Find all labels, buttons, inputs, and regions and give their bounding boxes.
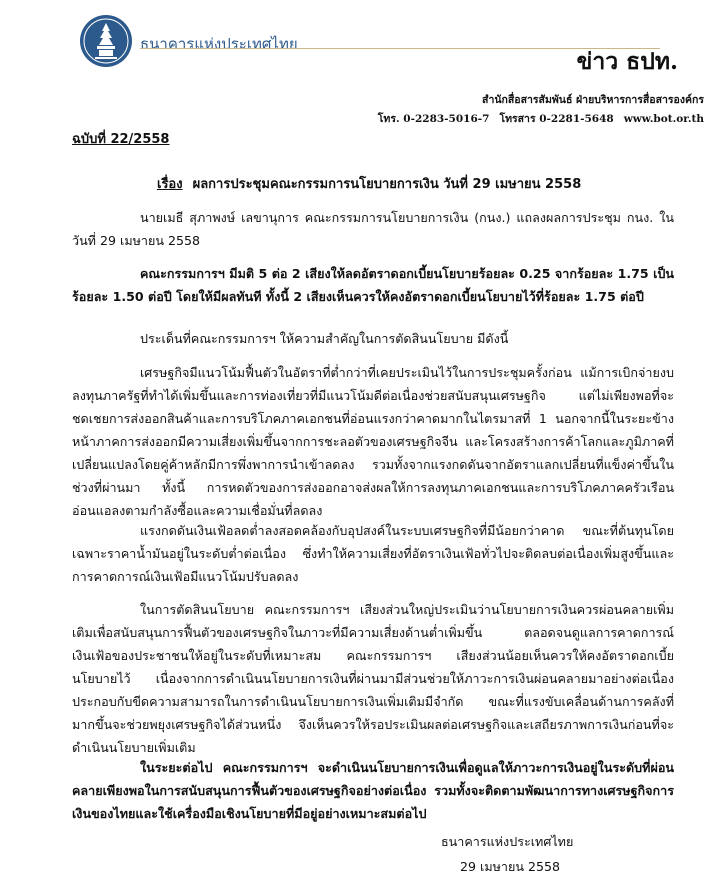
subject-label: เรื่อง bbox=[157, 177, 183, 192]
website-link[interactable]: www.bot.or.th bbox=[623, 113, 704, 125]
issue-number: ฉบับที่ 22/2558 bbox=[72, 132, 170, 147]
paragraph-policy: ในการตัดสินนโยบาย คณะกรรมการฯ เสียงส่วนใหญ่ประเมินว่านโยบายการเงินควรผ่อนคลายเพิ่มเติมเพื่อสนับสนุนการฟื้นตัวของเศรษฐกิจในภาวะที่มีความเสี่ยงด้านต่ำเพิ่มขึ้น ตลอดจนดูแลการคาดการณ์เงินเฟ้อของประชาชนให้อยู่ในระดับที่เหมาะสม คณะกรรมการฯ เสียงส่วนน้อยเห็นควรให้คงอัตราดอกเบี้ยนโยบายไว้ เนื่องจากการดำเนินนโยบายการเงินที่ผ่านมามีส่วนช่วยให้ภาวะการเงินผ่อนคลายมาอย่างต่อเนื่อง ประกอบกับขีดความสามารถในการดำเนินนโยบายการเงินเพิ่มเติมมีจำกัด ขณะที่แรงขับเคลื่อนด้านการคลังที่มากขึ้นจะช่วยพยุงเศรษฐกิจได้ส่วนหนึ่ง จึงเห็นควรให้รอประเมินผลต่อเศรษฐกิจและเสถียรภาพการเงินก่อนที่จะดำเนินนโยบายเพิ่มเติม bbox=[72, 602, 674, 755]
contact-line bbox=[378, 110, 704, 127]
paragraph-decision: คณะกรรมการฯ มีมติ 5 ต่อ 2 เสียงให้ลดอัตราดอกเบี้ยนโยบายร้อยละ 0.25 จากร้อยละ 1.75 เป็นร้อยละ 1.50 ต่อปี โดยให้มีผลทันที ทั้งนี้ 2 เสียงเห็นควรให้คงอัตราดอกเบี้ยนโยบายไว้ที่ร้อยละ 1.75 ต่อปี bbox=[72, 266, 674, 304]
press-label: ข่าว ธปท. bbox=[576, 48, 678, 75]
org-name: ธนาคารแห่งประเทศไทย bbox=[140, 35, 298, 53]
office-name: สำนักสื่อสารสัมพันธ์ ฝ่ายบริหารการสื่อสารองค์กร bbox=[482, 94, 704, 106]
paragraph-intro: นายเมธี สุภาพงษ์ เลขานุการ คณะกรรมการนโยบายการเงิน (กนง.) แถลงผลการประชุม กนง. ในวันที่ 29 เมษายน 2558 bbox=[72, 210, 674, 248]
paragraph-economy: เศรษฐกิจมีแนวโน้มฟื้นตัวในอัตราที่ต่ำกว่าที่เคยประเมินไว้ในการประชุมครั้งก่อน แม้การเบิกจ่ายงบลงทุนภาครัฐที่ทำได้เพิ่มขึ้นและการท่องเที่ยวที่มีแนวโน้มดีต่อเนื่องช่วยสนับสนุนเศรษฐกิจ แต่ไม่เพียงพอที่จะชดเชยการส่งออกสินค้าและการบริโภคภาคเอกชนที่อ่อนแรงกว่าคาดมากในไตรมาสที่ 1 นอกจากนี้ในระยะข้างหน้าภาคการส่งออกมีความเสี่ยงเพิ่มขึ้นจากการชะลอตัวของเศรษฐกิจจีน และโครงสร้างการค้าโลกและภูมิภาคที่เปลี่ยนแปลงโดยคู่ค้าหลักมีการพึ่งพาการนำเข้าลดลง รวมทั้งจากแรงกดดันจากอัตราแลกเปลี่ยนที่แข็งค่าขึ้นในช่วงที่ผ่านมา ทั้งนี้ การหดตัวของการส่งออกอาจส่งผลให้การลงทุนภาคเอกชนและการบริโภคภาคครัวเรือนอ่อนแอลงตามกำลังซื้อและความเชื่อมั่นที่ลดลง bbox=[72, 365, 674, 518]
bot-emblem-logo bbox=[79, 14, 133, 68]
paragraph-outlook: ในระยะต่อไป คณะกรรมการฯ จะดำเนินนโยบายการเงินเพื่อดูแลให้ภาวะการเงินอยู่ในระดับที่ผ่อนคลายเพียงพอในการสนับสนุนการฟื้นตัวของเศรษฐกิจอย่างต่อเนื่อง รวมทั้งจะติดตามพัฒนาการทางเศรษฐกิจการเงินของไทยและใช้เครื่องมือเชิงนโยบายที่มีอยู่อย่างเหมาะสมต่อไป bbox=[72, 760, 674, 821]
tel-number: โทร. 0-2283-5016-7 bbox=[377, 113, 490, 125]
letterhead bbox=[0, 0, 712, 140]
subject-line bbox=[157, 173, 581, 194]
signature-org: ธนาคารแห่งประเทศไทย bbox=[441, 834, 574, 849]
paragraph-inflation: แรงกดดันเงินเฟ้อลดต่ำลงสอดคล้องกับอุปสงค์ในระบบเศรษฐกิจที่มีน้อยกว่าคาด ขณะที่ต้นทุนโดยเฉพาะราคาน้ำมันอยู่ในระดับต่ำต่อเนื่อง ซึ่งทำให้ความเสี่ยงที่อัตราเงินเฟ้อทั่วไปจะติดลบต่อเนื่องเพิ่มสูงขึ้นและการคาดการณ์เงินเฟ้อมีแนวโน้มปรับลดลง bbox=[72, 523, 674, 584]
paragraph-issues-heading: ประเด็นที่คณะกรรมการฯ ให้ความสำคัญในการตัดสินนโยบาย มีดังนี้ bbox=[140, 331, 509, 346]
signature-date: 29 เมษายน 2558 bbox=[460, 859, 561, 874]
fax-number: โทรสาร 0-2281-5648 bbox=[499, 113, 614, 125]
subject-title: ผลการประชุมคณะกรรมการนโยบายการเงิน วันที่ 29 เมษายน 2558 bbox=[192, 177, 582, 192]
